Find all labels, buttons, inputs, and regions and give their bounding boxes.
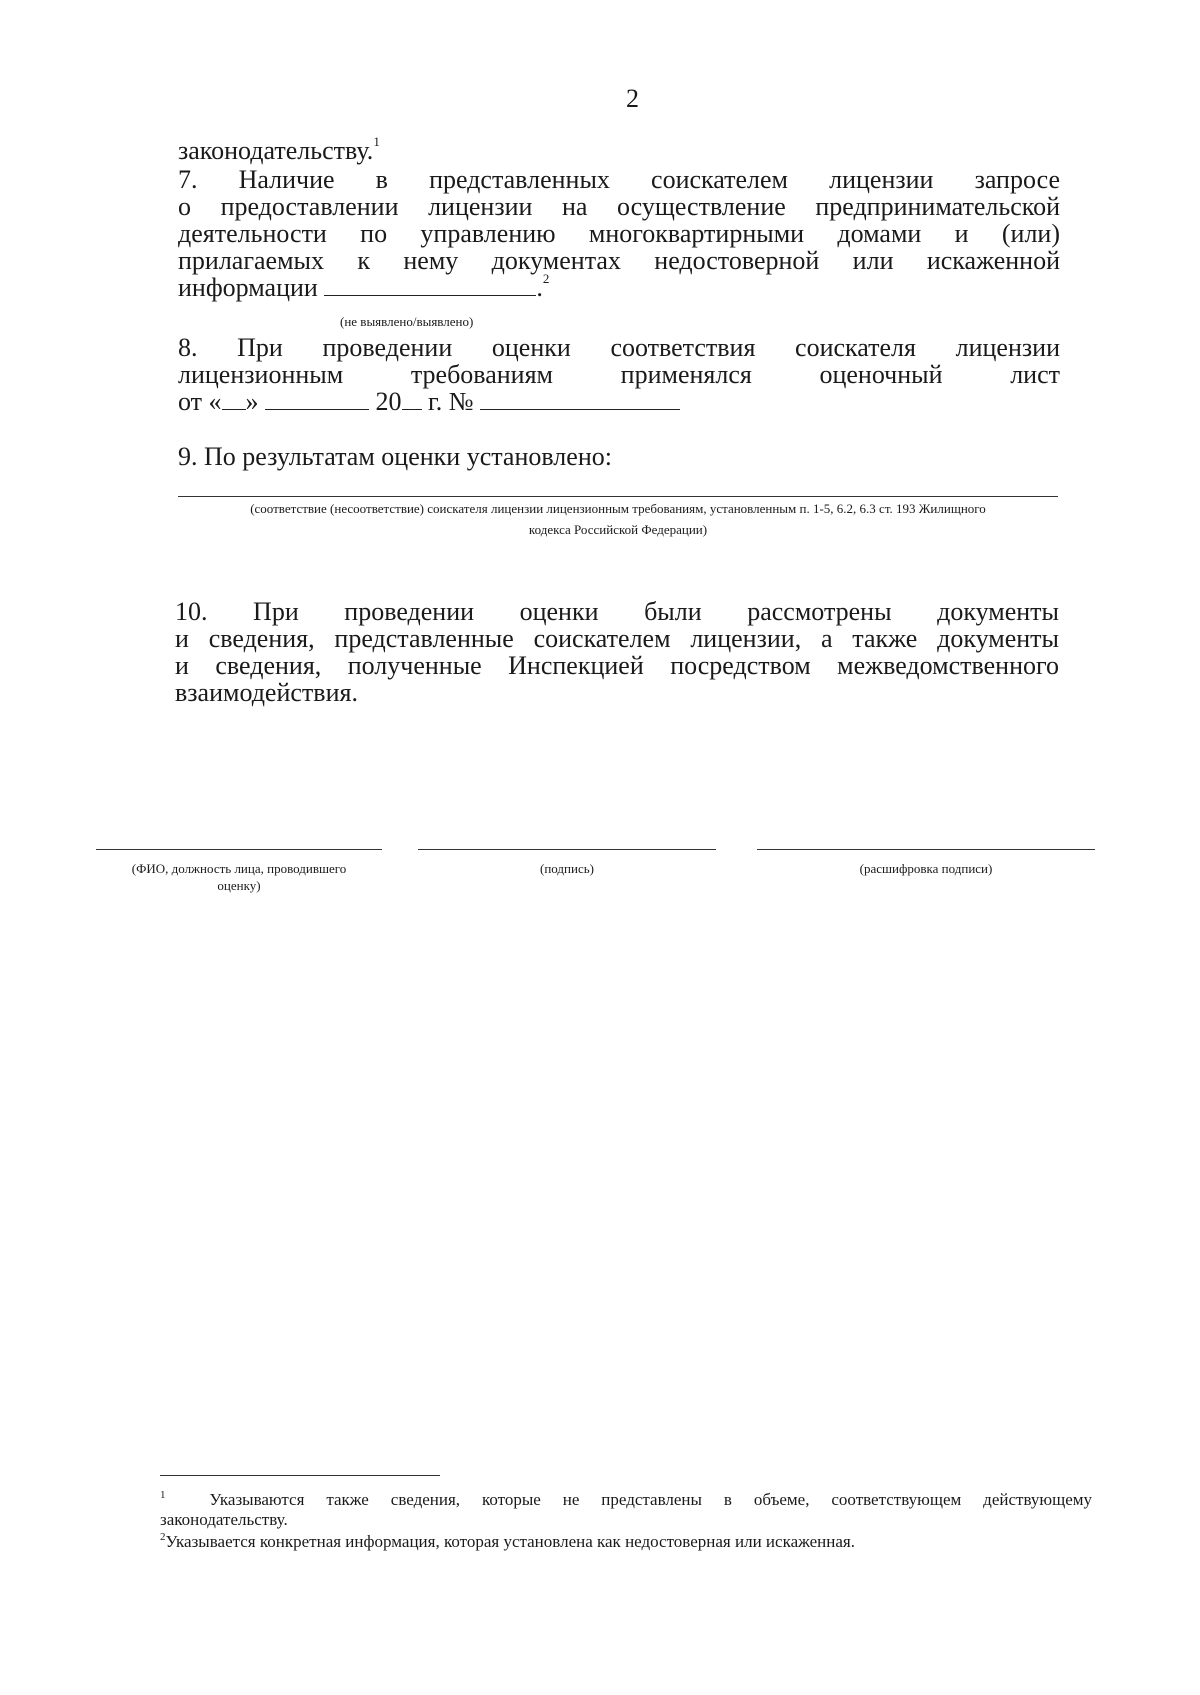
date-mid: » xyxy=(245,387,259,416)
item10-line2: и сведения, представленные соискателем лицензии, а также документы xyxy=(175,624,1059,653)
item10-line4: взаимодействия. xyxy=(175,678,358,707)
item9-result-line[interactable] xyxy=(178,496,1058,497)
footnote-2-mark: 2 xyxy=(160,1531,166,1543)
footnote-1-line1 xyxy=(160,1490,1092,1512)
month-field[interactable] xyxy=(265,389,369,410)
item10-line3: и сведения, полученные Инспекцией посредством межведомственного xyxy=(175,651,1059,680)
footnote-1-text: Указываются также сведения, которые не представлены в объеме, соответствующем действующему xyxy=(209,1490,1092,1509)
number-prefix: г. № xyxy=(428,387,474,416)
footnote-separator xyxy=(160,1475,440,1476)
footnote-ref-1: 1 xyxy=(373,134,380,149)
item8-line2: лицензионным требованиям применялся оценочный лист xyxy=(178,360,1060,389)
item7-line4: прилагаемых к нему документах недостоверной или искаженной xyxy=(178,246,1060,275)
signature-caption: (подпись) xyxy=(540,861,594,876)
item8-date-line xyxy=(178,388,680,415)
continuation-line xyxy=(178,134,380,168)
footnote-1-mark: 1 xyxy=(160,1489,166,1501)
item10-line1: 10. При проведении оценки были рассмотрены документы xyxy=(175,597,1059,626)
item7-line3: деятельности по управлению многоквартирными домами и (или) xyxy=(178,219,1060,248)
official-line[interactable] xyxy=(96,849,382,850)
item9-text: 9. По результатам оценки установлено: xyxy=(178,442,612,471)
item9-caption-line1: (соответствие (несоответствие) соискателя лицензии лицензионным требованиям, установленным п. 1-5, 6.2, 6.3 ст. 193 Жилищного xyxy=(250,501,986,516)
footnote-2-text: Указывается конкретная информация, которая установлена как недостоверная или искаженная. xyxy=(165,1532,855,1551)
decoding-line[interactable] xyxy=(757,849,1095,850)
item7-end-mark: . xyxy=(536,273,543,302)
item9-caption-line2: кодекса Российской Федерации) xyxy=(528,522,708,537)
day-field[interactable] xyxy=(222,389,246,410)
continuation-text: законодательству. xyxy=(178,136,374,165)
item7-line2: о предоставлении лицензии на осуществление предпринимательской xyxy=(178,192,1060,221)
item7-line5 xyxy=(178,271,550,305)
number-field[interactable] xyxy=(480,389,680,410)
item8-line1: 8. При проведении оценки соответствия соискателя лицензии xyxy=(178,333,1060,362)
item7-last-line: информации xyxy=(178,273,318,302)
page-number: 2 xyxy=(626,84,639,113)
year-field[interactable] xyxy=(402,389,422,410)
year-prefix: 20 xyxy=(375,387,402,416)
date-prefix: от « xyxy=(178,387,222,416)
decoding-caption: (расшифровка подписи) xyxy=(859,861,993,876)
footnote-1-line2: законодательству. xyxy=(160,1510,288,1529)
official-caption-line1: (ФИО, должность лица, проводившего xyxy=(131,861,347,876)
footnote-ref-2: 2 xyxy=(542,271,550,286)
item7-blank-field[interactable] xyxy=(324,275,536,296)
official-caption-line2: оценку) xyxy=(217,878,261,893)
item7-line1: 7. Наличие в представленных соискателем лицензии запросе xyxy=(178,165,1060,194)
item7-caption: (не выявлено/выявлено) xyxy=(340,314,474,329)
signature-line[interactable] xyxy=(418,849,716,850)
footnote-2 xyxy=(160,1532,855,1554)
